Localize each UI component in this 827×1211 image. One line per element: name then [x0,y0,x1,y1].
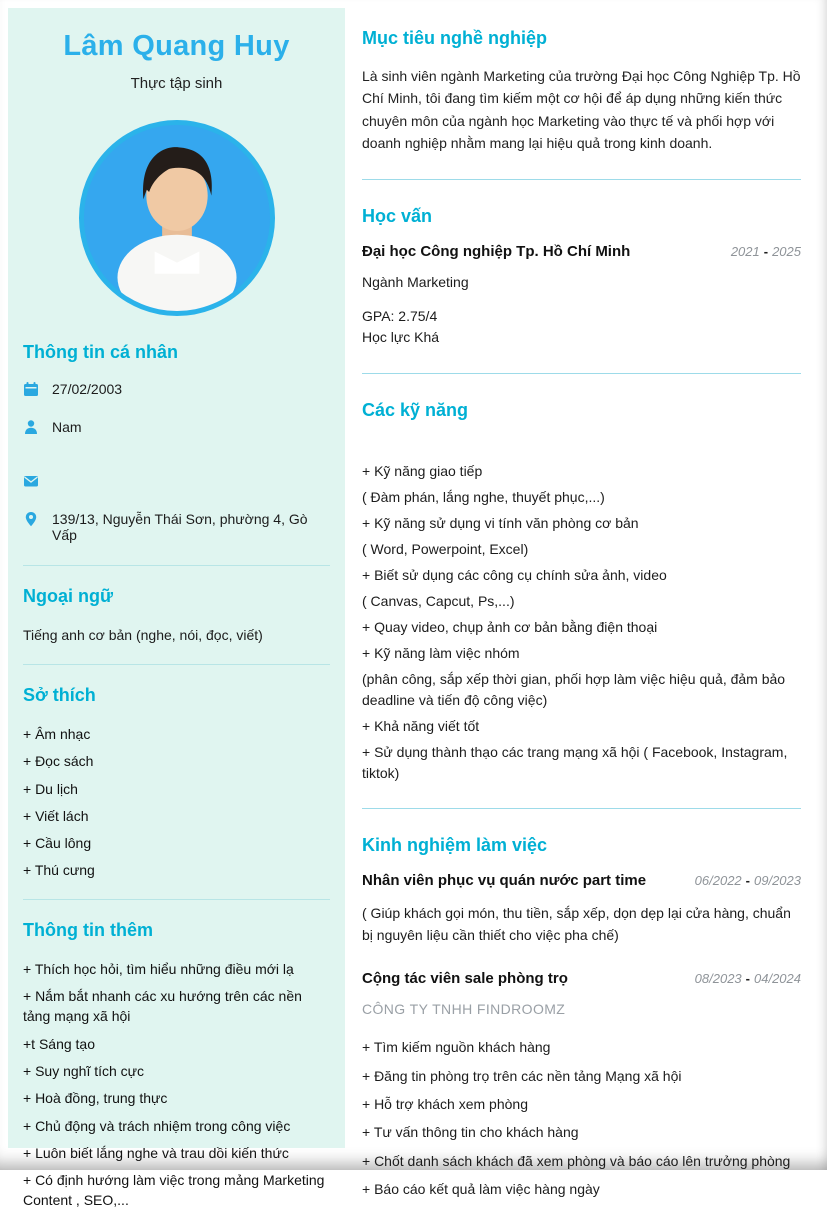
birthdate-value: 27/02/2003 [52,381,123,397]
additional-item: + Hoà đồng, trung thực [23,1090,168,1107]
skill-item: + Biết sử dụng các công cụ chính sửa ảnh, video [362,566,667,583]
job-duty-item: + Đăng tin phòng trọ trên các nền tảng Mạng xã hội [362,1067,682,1084]
profile-photo [79,120,275,316]
sidebar-divider [23,899,330,900]
section-objective [362,28,801,155]
date-separator: - [763,243,769,259]
hobby-item: + Cầu lông [23,835,92,852]
skill-item: ( Word, Powerpoint, Excel) [362,540,529,557]
skill-item: + Kỹ năng giao tiếp [362,462,483,479]
job-duty-item: + Báo cáo kết quả làm việc hàng ngày [362,1180,600,1197]
skill-item: + Kỹ năng làm việc nhóm [362,644,520,661]
email-icon [23,473,39,489]
education-heading: Học vấn [362,205,433,226]
gender-value: Nam [52,419,82,435]
hobby-item: + Viết lách [23,807,89,824]
address-value: 139/13, Nguyễn Thái Sơn, phường 4, Gò Vấp [52,511,308,543]
language-item: Tiếng anh cơ bản (nghe, nói, đọc, viết) [23,627,263,643]
candidate-title: Thực tập sinh [130,75,223,92]
hobby-item: + Du lịch [23,780,78,797]
hobby-item: + Thú cưng [23,862,95,879]
additional-info-list [23,959,330,1211]
education-dates: 2021 - 2025 [730,243,801,259]
hobbies-list [23,724,330,881]
hobby-item: + Đọc sách [23,753,94,770]
objective-heading: Mục tiêu nghề nghiệp [362,28,547,48]
date-separator: - [745,872,750,888]
section-experience [362,835,801,1199]
section-additional-info [23,920,330,1211]
job-title-row [362,872,801,889]
additional-item: + Suy nghĩ tích cực [23,1062,145,1079]
additional-item: + Có định hướng làm việc trong mảng Marketing Content , SEO,... [23,1172,325,1209]
birthdate-row [23,381,330,397]
skill-item: + Kỹ năng sử dụng vi tính văn phòng cơ bản [362,514,639,531]
person-icon [23,419,39,435]
main-content [360,8,819,1197]
job-entry [362,872,801,946]
portrait-avatar-graphic [84,125,270,311]
additional-item: + Nắm bắt nhanh các xu hướng trên các nền tảng mạng xã hội [23,988,302,1025]
skills-heading: Các kỹ năng [362,399,469,420]
job-duties-list [362,1037,801,1199]
skills-list [362,461,801,784]
job-duty-item: + Tìm kiếm nguồn khách hàng [362,1039,551,1056]
academic-rank: Học lực Khá [362,329,440,346]
main-divider [362,373,801,374]
location-icon [23,511,39,527]
section-skills [362,400,801,784]
calendar-icon [23,381,39,397]
skill-item: ( Đàm phán, lắng nghe, thuyết phục,...) [362,488,605,505]
job-dates: 06/2022 - 09/2023 [694,872,801,888]
objective-text: Là sinh viên ngành Marketing của trường Đại học Công Nghiệp Tp. Hồ Chí Minh, tôi đang tìm kiếm một cơ hội để áp dụng những kiến thức chuyên môn của ngành học Marketing vào thực tế và phối hợp với doanh nghiệp nhằm mang lại hiệu quả trong kinh doanh. [362,68,801,152]
hobby-item: + Âm nhạc [23,726,91,742]
additional-item: +t Sáng tạo [23,1035,96,1052]
section-personal-info [23,342,330,543]
personal-info-heading: Thông tin cá nhân [23,342,178,362]
job-title: Nhân viên phục vụ quán nước part time [362,871,647,889]
section-education [362,206,801,349]
additional-info-heading: Thông tin thêm [23,919,153,940]
sidebar-divider [23,664,330,665]
languages-heading: Ngoại ngữ [23,586,114,606]
address-row [23,511,330,543]
job-description: ( Giúp khách gọi món, thu tiền, sắp xếp, dọn dẹp lại cửa hàng, chuẩn bị nguyên liệu cần thiết cho việc pha chế) [362,904,791,943]
skill-item: ( Canvas, Capcut, Ps,...) [362,592,515,609]
date-separator: - [745,971,750,987]
job-dates: 08/2023 - 04/2024 [694,971,801,987]
company-name: CÔNG TY TNHH FINDROOMZ [362,1001,566,1018]
additional-item: + Chủ động và trách nhiệm trong công việc [23,1117,291,1134]
skill-item: + Khả năng viết tốt [362,717,480,734]
section-languages [23,586,330,646]
skill-item: + Sử dụng thành thạo các trang mạng xã hội ( Facebook, Instagram, tiktok) [362,743,788,781]
main-divider [362,179,801,180]
job-duty-item: + Chốt danh sách khách đã xem phòng và báo cáo lên trưởng phòng [362,1152,791,1169]
job-entry [362,970,801,1199]
job-title-row [362,970,801,987]
main-divider [362,808,801,809]
job-duty-item: + Hỗ trợ khách xem phòng [362,1095,528,1112]
job-title: Cộng tác viên sale phòng trọ [362,970,568,988]
candidate-name: Lâm Quang Huy [63,30,290,62]
gpa: GPA: 2.75/4 [362,307,438,324]
sidebar [8,8,345,1209]
section-hobbies [23,685,330,881]
hobbies-heading: Sở thích [23,685,96,705]
school-name: Đại học Công nghiệp Tp. Hồ Chí Minh [362,242,631,260]
email-row [23,473,330,489]
additional-item: + Luôn biết lắng nghe và trau dồi kiến thức [23,1144,289,1161]
additional-item: + Thích học hỏi, tìm hiểu những điều mới lạ [23,960,294,977]
major: Ngành Marketing [362,273,469,290]
skill-item: (phân công, sắp xếp thời gian, phối hợp làm việc hiệu quả, đảm bảo deadline và tiến độ công việc) [362,670,786,708]
experience-heading: Kinh nghiệm làm việc [362,834,548,855]
skill-item: + Quay video, chụp ảnh cơ bản bằng điện thoại [362,618,658,635]
education-title-row [362,243,801,260]
gender-row [23,419,330,435]
sidebar-divider [23,565,330,566]
job-duty-item: + Tư vấn thông tin cho khách hàng [362,1124,579,1141]
